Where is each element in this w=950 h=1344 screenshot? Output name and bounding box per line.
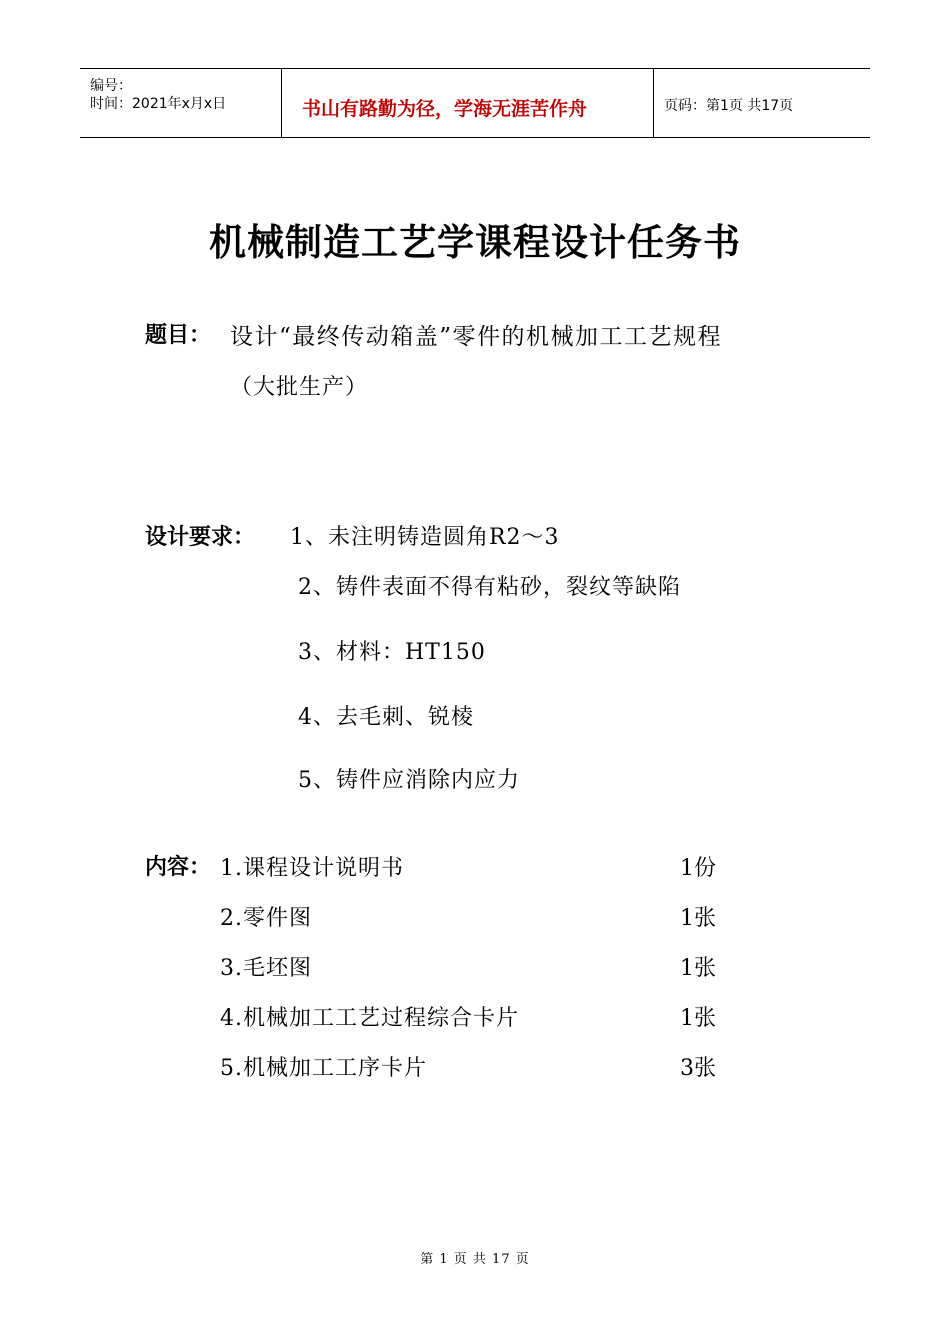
header-table — [80, 68, 870, 138]
number-label: 编号： — [90, 78, 132, 94]
topic-subtext: （大批生产） — [230, 375, 369, 400]
topic-label: 题目： — [145, 323, 212, 348]
content-item-qty: 1张 — [680, 1006, 716, 1031]
page-footer: 第 1 页 共 17 页 — [420, 1252, 530, 1267]
header-left-cell — [80, 69, 282, 137]
page-info: 页码：第1页 共17页 — [664, 98, 794, 114]
topic-text: 设计“最终传动箱盖”零件的机械加工工艺规程 — [230, 324, 723, 350]
requirements-label: 设计要求： — [145, 525, 256, 550]
content-item-qty: 3张 — [680, 1056, 716, 1081]
content-item-name: 1.课程设计说明书 — [220, 856, 404, 881]
content-item-qty: 1份 — [680, 856, 716, 881]
motto-text: 书山有路勤为径，学海无涯苦作舟 — [302, 98, 588, 120]
requirement-item: 3、材料：HT150 — [298, 640, 486, 665]
header-right-cell — [654, 69, 870, 137]
requirement-item: 4、去毛刺、锐棱 — [298, 705, 474, 730]
contents-label: 内容： — [145, 855, 212, 880]
header-middle-cell — [282, 69, 654, 137]
content-item-name: 2.零件图 — [220, 906, 312, 931]
content-item-name: 3.毛坯图 — [220, 956, 312, 981]
requirement-item: 1、未注明铸造圆角R2～3 — [290, 525, 560, 550]
content-item-qty: 1张 — [680, 956, 716, 981]
requirement-item: 5、铸件应消除内应力 — [298, 768, 520, 793]
requirement-item: 2、铸件表面不得有粘砂，裂纹等缺陷 — [298, 575, 681, 600]
content-item-qty: 1张 — [680, 906, 716, 931]
content-item-name: 5.机械加工工序卡片 — [220, 1056, 427, 1081]
date-text: 时间：2021年x月x日 — [90, 96, 227, 112]
content-item-name: 4.机械加工工艺过程综合卡片 — [220, 1006, 519, 1031]
document-title: 机械制造工艺学课程设计任务书 — [209, 221, 741, 264]
